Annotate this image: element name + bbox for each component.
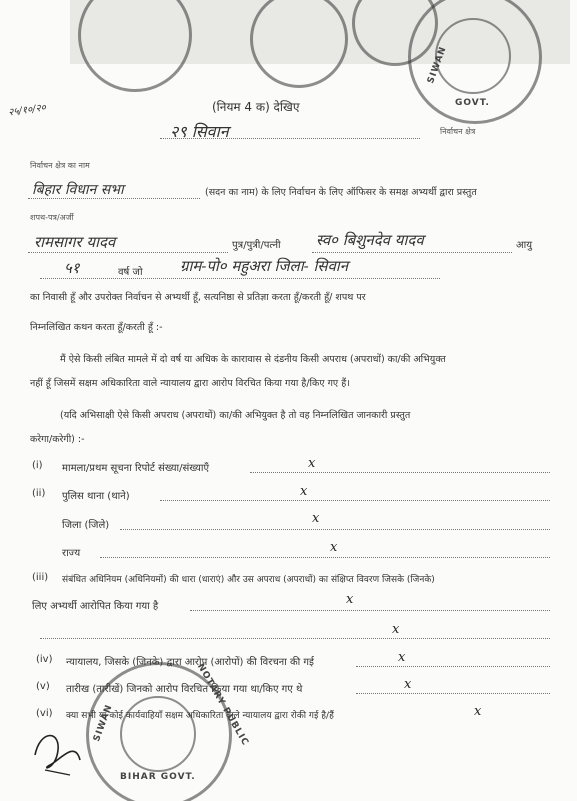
deponent-name-handwritten: रामसागर यादव <box>34 233 116 251</box>
cross-mark: x <box>474 704 482 719</box>
item-text: पुलिस थाना (थाने) <box>62 491 130 502</box>
item-answer-line <box>250 472 550 473</box>
intro-line-4: निम्नलिखित कथन करता हूँ/करती हूँ :- <box>30 322 163 333</box>
cross-mark: x <box>398 650 406 665</box>
para2-line-2: करेगा/करेगी) :- <box>30 434 85 445</box>
item-text: जिला (जिले) <box>62 520 110 531</box>
constituency-handwritten: २९ सिवान <box>170 122 229 141</box>
item-number: (iii) <box>32 572 49 583</box>
notary-seal-top-right-inner <box>435 18 511 94</box>
item-number: (iv) <box>36 654 53 665</box>
item-number: (i) <box>32 460 43 471</box>
father-name-handwritten: स्व० बिशुनदेव यादव <box>316 231 424 249</box>
address-underline <box>40 278 440 279</box>
seal-text-bihar-govt: BIHAR GOVT. <box>120 772 196 782</box>
corner-note: २५/१०/२० <box>7 102 47 119</box>
name-underline <box>28 252 228 253</box>
cross-mark: x <box>404 677 412 692</box>
intro-line-2: शपथ-पत्र/अर्जी <box>30 213 74 222</box>
item-answer-line <box>356 666 550 667</box>
para1-line-2: नहीं हूँ जिसमें सक्षम अधिकारिता वाले न्यायालय द्वारा आरोप विरचित किया गया है/किए गए हैं। <box>30 378 350 389</box>
father-underline <box>312 252 512 253</box>
cross-mark: x <box>308 456 316 471</box>
item-text: संबंधित अधिनियम (अधिनियमों) की धारा (धाराएं) और उस अपराध (अपराधों) का संक्षिप्त विवरण जिसके (जिनके) <box>62 575 435 585</box>
cross-mark: x <box>346 592 354 607</box>
cross-mark: x <box>300 484 308 499</box>
item-answer-line <box>160 500 550 501</box>
item-text: तारीख (तारीखें) जिनको आरोप विरचित किया गया था/किए गए थे <box>66 684 303 695</box>
age-label: आयु <box>516 240 533 251</box>
item-answer-line-2 <box>40 638 550 639</box>
signature-mark <box>30 720 90 780</box>
cross-mark: x <box>392 622 400 637</box>
para1-line-1: मैं ऐसे किसी लंबित मामले में दो वर्ष या अधिक के कारावास से दंडनीय किसी अपराध (अपराधों) का/की अभियुक्त <box>60 354 446 365</box>
relation-label: पुत्र/पुत्री/पत्नी <box>232 240 281 251</box>
house-name-handwritten: बिहार विधान सभा <box>32 182 124 198</box>
intro-line-1: (सदन का नाम) के लिए निर्वाचन के लिए ऑफिसर के समक्ष अभ्यर्थी द्वारा प्रस्तुत <box>205 187 477 198</box>
item-answer-line <box>190 610 550 611</box>
age-handwritten: ५१ <box>64 259 80 277</box>
item-text: राज्य <box>62 548 81 559</box>
address-handwritten: ग्राम-पो० महुअरा जिला- सिवान <box>180 257 349 275</box>
para2-line-1: (यदि अभिसाक्षी ऐसे किसी अपराध (अपराधों) का/की अभियुक्त है तो वह निम्नलिखित जानकारी प्रस्तुत <box>60 410 411 421</box>
seal-text-notary: NOTARY PUBLIC <box>194 662 251 748</box>
notary-seal-bottom-inner <box>120 696 196 772</box>
item-text: न्यायालय, जिसके (जिनके) द्वारा आरोप (आरोपों) की विरचना की गई <box>66 657 314 668</box>
item-text: क्या सभी या कोई कार्यवाहियाँ सक्षम अधिकारिता वाले न्यायालय द्वारा रोकी गई है/हैं <box>66 711 334 721</box>
item-number: (v) <box>36 681 50 692</box>
item-answer-line <box>120 529 550 530</box>
intro-line-3: का निवासी हूँ और उपरोक्त निर्वाचन से अभ्यर्थी हूँ, सत्यनिष्ठा से प्रतिज्ञा करता हूँ/करती हूँ/ शपथ पर <box>30 292 366 303</box>
item-text: मामला/प्रथम सूचना रिपोर्ट संख्या/संख्याएँ <box>62 463 210 474</box>
address-label: वर्ष जो <box>118 267 143 278</box>
rule-reference: (नियम 4 क) देखिए <box>212 100 300 114</box>
notary-seal-top-middle <box>250 0 348 88</box>
item-number: (vi) <box>36 708 53 719</box>
item-text: लिए अभ्यर्थी आरोपित किया गया है <box>32 601 159 612</box>
constituency-underline <box>160 138 420 139</box>
stamp-text-siwan: SIWAN <box>426 45 449 85</box>
cross-mark: x <box>330 540 338 555</box>
cross-mark: x <box>312 511 320 526</box>
constituency-label: निर्वाचन क्षेत्र <box>440 127 476 136</box>
notary-seal-top-left <box>78 0 192 92</box>
item-answer-line <box>356 693 550 694</box>
seal-text-siwan: SIWAN <box>92 703 115 743</box>
house-underline <box>28 198 200 199</box>
item-answer-line <box>100 557 550 558</box>
stamp-text-govt: GOVT. <box>455 98 490 108</box>
constituency-name-label: निर्वाचन क्षेत्र का नाम <box>30 161 90 170</box>
item-number: (ii) <box>32 488 46 499</box>
